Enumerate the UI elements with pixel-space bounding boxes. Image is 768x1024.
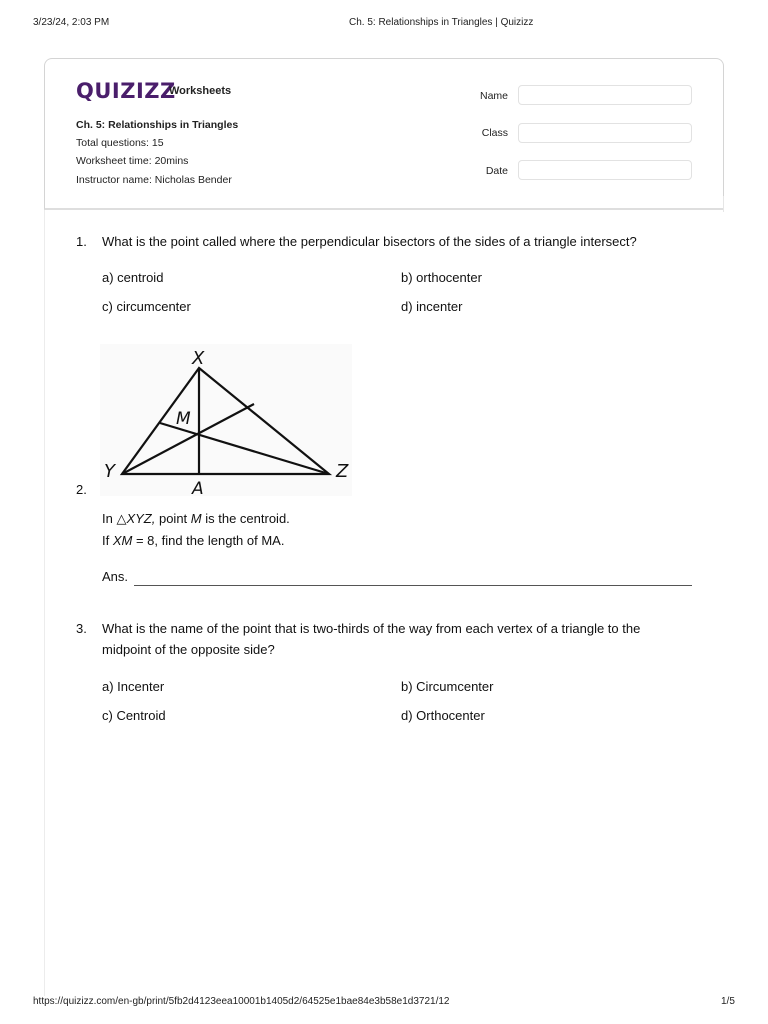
total-questions: Total questions: 15: [76, 137, 164, 149]
name-label: Name: [479, 90, 508, 102]
option-c: c) circumcenter: [102, 299, 191, 314]
label-a: A: [192, 479, 204, 496]
quizizz-logo: QUIZIZZ: [76, 79, 176, 103]
print-datetime: 3/23/24, 2:03 PM: [33, 17, 110, 28]
answer-label: Ans.: [102, 569, 129, 584]
question-number: 3.: [76, 621, 87, 636]
answer-line[interactable]: [134, 585, 692, 586]
worksheet-title: Ch. 5: Relationships in Triangles: [76, 119, 239, 131]
option-b: b) orthocenter: [401, 270, 482, 285]
option-d: d) Orthocenter: [401, 708, 485, 723]
page-border-line-right: [723, 196, 724, 212]
option-b: b) Circumcenter: [401, 679, 494, 694]
triangle-figure: [100, 344, 352, 496]
text: In △: [102, 511, 127, 526]
print-url: https://quizizz.com/en-gb/print/5fb2d4123eea10001b1405d2/64525e1bae84e3b58e1d3721/12: [33, 996, 450, 1007]
text: is the centroid.: [201, 511, 290, 526]
print-title: Ch. 5: Relationships in Triangles | Quizizz: [349, 17, 534, 28]
option-d: d) incenter: [401, 299, 463, 314]
question-text-line-2: midpoint of the opposite side?: [102, 642, 275, 657]
text: If: [102, 533, 113, 548]
label-x: X: [192, 348, 205, 369]
question-text-line-1: What is the name of the point that is two-thirds of the way from each vertex of a triangle to the: [102, 621, 641, 636]
logo-subtitle: Worksheets: [169, 85, 232, 97]
text: point: [155, 511, 191, 526]
name-field[interactable]: [518, 85, 692, 105]
page-border-line: [44, 210, 45, 996]
text: = 8, find the length of MA.: [132, 533, 285, 548]
date-label: Date: [485, 165, 508, 177]
page-number: 1/5: [721, 996, 735, 1007]
option-a: a) centroid: [102, 270, 164, 285]
class-field[interactable]: [518, 123, 692, 143]
question-number: 1.: [76, 234, 87, 249]
class-label: Class: [481, 127, 508, 139]
question-line-2: [102, 530, 284, 551]
question-text: What is the point called where the perpendicular bisectors of the sides of a triangle intersect?: [102, 234, 637, 249]
segment-xm: XM: [112, 533, 133, 548]
label-z: Z: [336, 461, 349, 482]
worksheet-time: Worksheet time: 20mins: [76, 155, 189, 167]
option-a: a) Incenter: [102, 679, 165, 694]
question-line-1: [102, 508, 290, 529]
label-m: M: [176, 409, 191, 429]
question-number: 2.: [76, 482, 87, 497]
label-y: Y: [104, 461, 115, 482]
instructor-name: Instructor name: Nicholas Bender: [76, 174, 232, 186]
point-m: M: [190, 511, 202, 526]
date-field[interactable]: [518, 160, 692, 180]
triangle-name: XYZ,: [126, 511, 156, 526]
option-c: c) Centroid: [102, 708, 166, 723]
